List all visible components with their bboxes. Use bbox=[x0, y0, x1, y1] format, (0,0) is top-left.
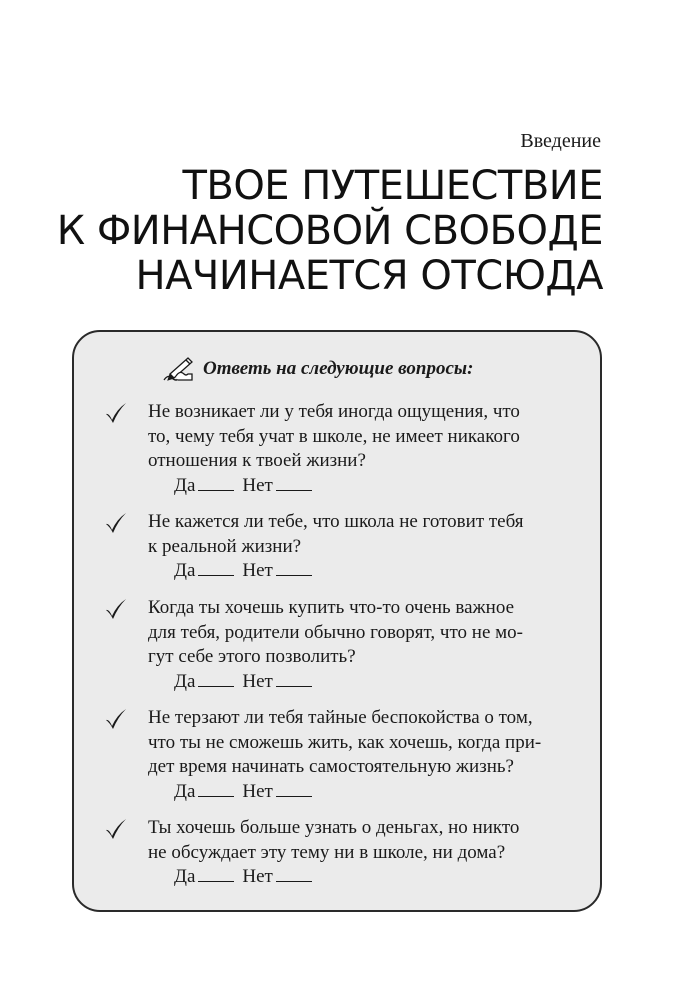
question-text bbox=[148, 816, 584, 865]
question-text bbox=[148, 510, 584, 559]
answer-row bbox=[174, 780, 584, 805]
question-item bbox=[104, 816, 584, 890]
no-label: Нет bbox=[242, 560, 273, 581]
chapter-title bbox=[23, 164, 603, 299]
question-line: то, чему тебя учат в школе, не имеет никакого bbox=[148, 425, 520, 447]
question-line: Когда ты хочешь купить что-то очень важное bbox=[148, 597, 515, 618]
yes-blank[interactable] bbox=[198, 561, 234, 576]
yes-label: Да bbox=[174, 670, 196, 692]
question-line: отношения к твоей жизни? bbox=[148, 450, 366, 471]
question-line: Не возникает ли у тебя иногда ощущения, что bbox=[148, 401, 520, 422]
question-line: дет время начинать самостоятельную жизнь? bbox=[148, 756, 514, 777]
no-label: Нет bbox=[242, 780, 273, 802]
yes-blank[interactable] bbox=[198, 867, 234, 882]
yes-label: Да bbox=[174, 780, 196, 802]
chapter-title-line: НАЧИНАЕТСЯ ОТСЮДА bbox=[135, 253, 603, 299]
question-item bbox=[104, 706, 584, 804]
pencil-writing-icon bbox=[158, 354, 198, 384]
question-text bbox=[148, 400, 584, 474]
yes-label: Да bbox=[174, 560, 196, 581]
answer-row bbox=[174, 865, 584, 890]
checkmark-icon bbox=[104, 817, 128, 841]
chapter-title-line: ТВОЕ ПУТЕШЕСТВИЕ bbox=[182, 163, 603, 209]
no-blank[interactable] bbox=[276, 867, 312, 882]
answer-row bbox=[174, 559, 584, 584]
question-item bbox=[104, 510, 584, 584]
no-label: Нет bbox=[242, 474, 273, 496]
no-label: Нет bbox=[242, 670, 273, 692]
question-text bbox=[148, 596, 584, 670]
question-line: что ты не сможешь жить, как хочешь, когда при- bbox=[148, 731, 542, 753]
yes-label: Да bbox=[174, 866, 196, 887]
no-blank[interactable] bbox=[276, 672, 312, 687]
question-line: для тебя, родители обычно говорят, что не мо- bbox=[148, 621, 523, 643]
answer-row bbox=[174, 670, 584, 695]
yes-blank[interactable] bbox=[198, 672, 234, 687]
checkmark-icon bbox=[104, 707, 128, 731]
questionnaire-box bbox=[72, 330, 602, 912]
question-item bbox=[104, 596, 584, 694]
question-item bbox=[104, 400, 584, 498]
yes-label: Да bbox=[174, 474, 196, 496]
questionnaire-header bbox=[158, 354, 473, 384]
chapter-label: Введение bbox=[520, 130, 601, 152]
checkmark-icon bbox=[104, 597, 128, 621]
question-line: Ты хочешь больше узнать о деньгах, но никто bbox=[148, 817, 520, 838]
no-blank[interactable] bbox=[276, 782, 312, 797]
question-line: Не терзают ли тебя тайные беспокойства о том, bbox=[148, 707, 533, 728]
no-label: Нет bbox=[242, 866, 273, 887]
checkmark-icon bbox=[104, 401, 128, 425]
questionnaire-title: Ответь на следующие вопросы: bbox=[203, 358, 474, 379]
chapter-title-line: К ФИНАНСОВОЙ СВОБОДЕ bbox=[56, 208, 603, 254]
question-line: не обсуждает эту тему ни в школе, ни дома? bbox=[148, 841, 506, 863]
answer-row bbox=[174, 474, 584, 499]
no-blank[interactable] bbox=[276, 561, 312, 576]
no-blank[interactable] bbox=[276, 476, 312, 491]
question-line: к реальной жизни? bbox=[148, 535, 302, 557]
yes-blank[interactable] bbox=[198, 782, 234, 797]
question-line: Не кажется ли тебе, что школа не готовит тебя bbox=[148, 511, 524, 532]
question-text bbox=[148, 706, 584, 780]
checkmark-icon bbox=[104, 511, 128, 535]
question-line: гут себе этого позволить? bbox=[148, 646, 356, 667]
yes-blank[interactable] bbox=[198, 476, 234, 491]
